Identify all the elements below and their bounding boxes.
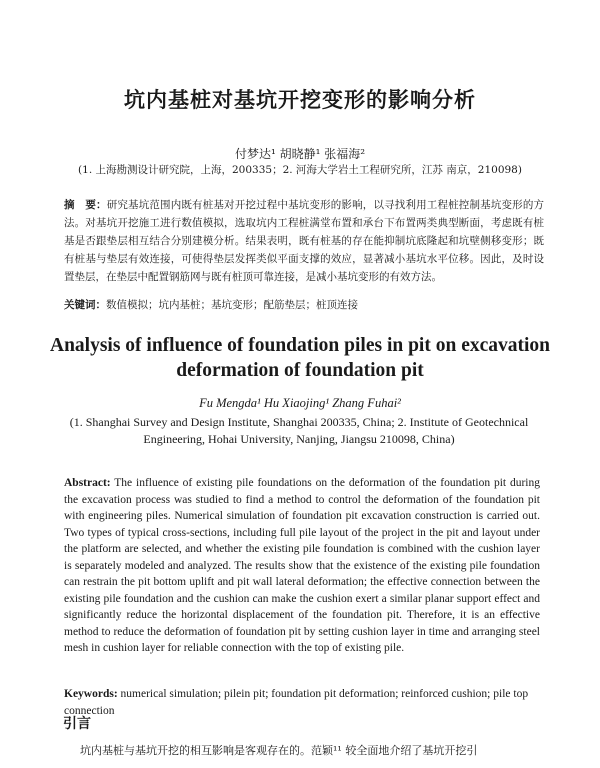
chinese-title: 坑内基桩对基坑开挖变形的影响分析 bbox=[124, 88, 476, 112]
chinese-abstract bbox=[64, 196, 544, 286]
english-keywords-label: Keywords: bbox=[64, 688, 118, 700]
english-keywords bbox=[64, 686, 540, 719]
english-title: Analysis of influence of foundation piles in pit on excavation deformation of foundation pit bbox=[49, 335, 551, 381]
english-abstract-label: Abstract: bbox=[64, 477, 111, 489]
chinese-abstract-text: 研究基坑范围内既有桩基对开挖过程中基坑变形的影响，以寻找利用工程桩控制基坑变形的方法。对基坑开挖施工进行数值模拟，选取坑内工程桩满堂布置和承台下布置两类典型断面，考虑既有桩基是否跟垫层相互结合分别建模分析。结果表明，既有桩基的存在能抑制坑底隆起和坑壁侧移变形；既有桩基与垫层有效连接，可使得垫层发挥类似平面支撑的效应，显著减小基坑水平位移。因此，及时设置垫层，在垫层中配置钢筋网与既有桩顶可靠连接，是减小基坑变形的有效方法。 bbox=[64, 199, 545, 283]
english-abstract bbox=[64, 475, 540, 657]
english-authors: Fu Mengda¹ Hu Xiaojing¹ Zhang Fuhai² bbox=[199, 396, 401, 410]
english-keywords-text: numerical simulation; pilein pit; foundation pit deformation; reinforced cushion; pile top connection bbox=[64, 688, 529, 717]
section-heading-introduction: 引言 bbox=[63, 716, 91, 732]
chinese-authors: 付梦达¹ 胡晓静¹ 张福海² bbox=[234, 147, 366, 161]
chinese-keywords-text: 数值模拟；坑内基桩；基坑变形；配筋垫层；桩顶连接 bbox=[106, 299, 358, 311]
english-affiliation: (1. Shanghai Survey and Design Institute, Shanghai 200335, China; 2. Institute of Geotechnical Engineering, Hohai University, Nanjing, Jiangsu 210098, China) bbox=[69, 415, 529, 446]
chinese-keywords-label: 关键词： bbox=[64, 299, 106, 311]
english-abstract-text: The influence of existing pile foundations on the deformation of the foundation pit during the excavation process was studied to find a method to control the deformation of the foundation pit with engineering piles. Numerical simulation of foundation pit excavation construction is carried out. Two types of typical cross-sections, including full pile layout of the project in the pit and layout under the platform are selected, and whether the existing pile foundation is combined with the cushion layer is separately modeled and analyzed. The results show that the existence of the existing pile foundation can restrain the pit bottom uplift and pit wall lateral deformation; the effective connection between the existing pile foundation and the cushion can make the cushion exert a similar planar support effect and significantly reduce the horizontal displacement of the foundation pit. Therefore, it is an effective method to reduce the deformation of foundation pit by setting cushion layer in time and arranging steel mesh in cushion layer for reliable connection with the top of existing pile. bbox=[64, 477, 540, 654]
body-first-line: 坑内基桩与基坑开挖的相互影响是客观存在的。范颖¹¹ 较全面地介绍了基坑开挖引 bbox=[80, 744, 478, 757]
chinese-abstract-label: 摘 要： bbox=[64, 199, 107, 211]
chinese-keywords bbox=[64, 297, 544, 312]
chinese-affiliation: (1. 上海勘测设计研究院，上海，200335；2. 河海大学岩土工程研究所，江苏 南京，210098) bbox=[78, 164, 522, 176]
